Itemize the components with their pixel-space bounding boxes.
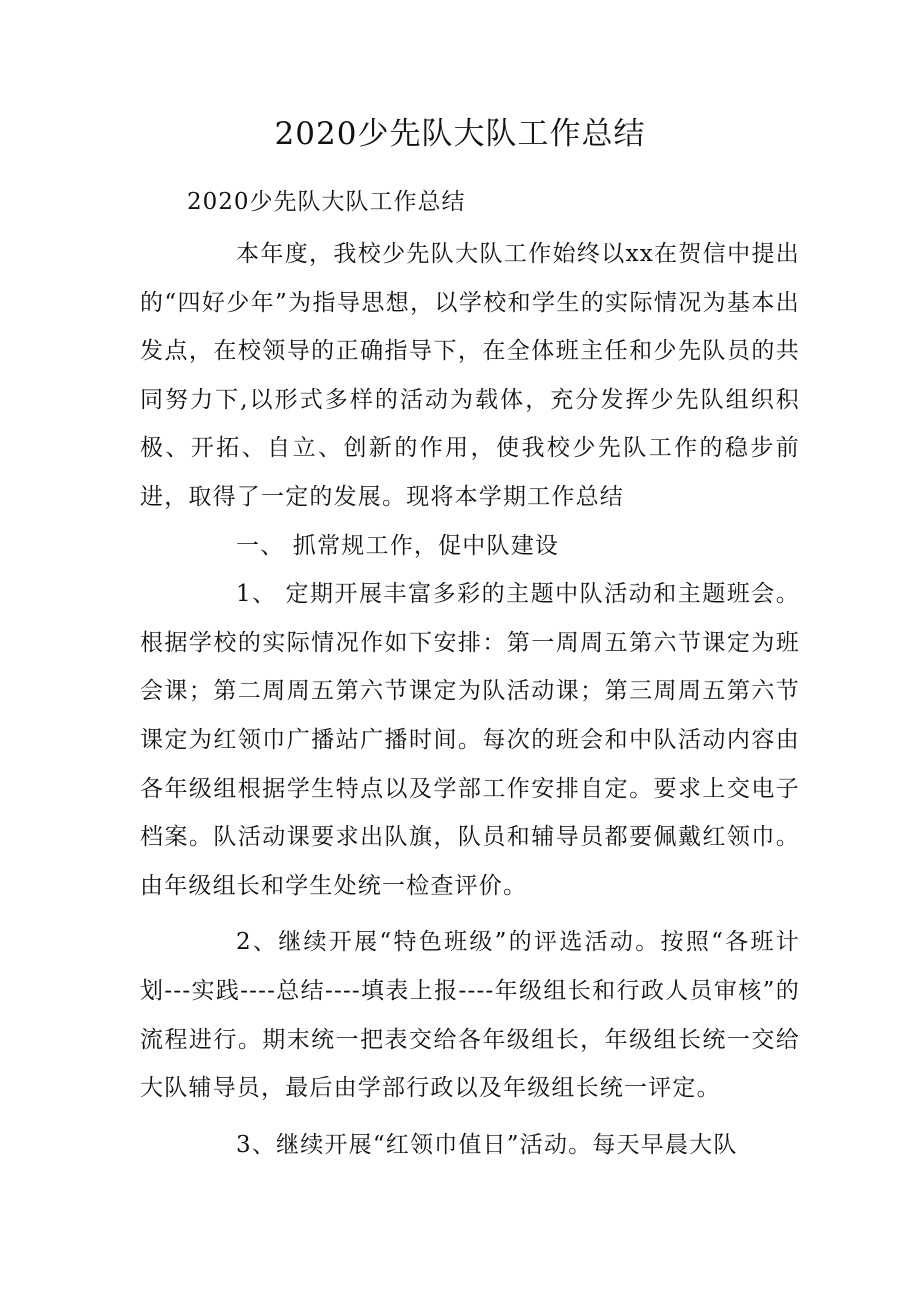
paragraph-item-3: 3、继续开展“红领巾值日”活动。每天早晨大队 [236,1131,738,1158]
document-subtitle: 2020少先队大队工作总结 [187,189,466,215]
section-heading-1: 一、 抓常规工作，促中队建设 [236,532,560,559]
paragraph-intro: 本年度，我校少先队大队工作始终以xx在贺信中提出的“四好少年”为指导思想，以学校和学生的实际情况为基本出发点，在校领导的正确指导下，在全体班主任和少先队员的共同努力下,以形式多样的活动为载体，充分发挥少先队组织积极、开拓、自立、创新的作用，使我校少先队工作的稳步前进，取得了一定的发展。现将本学期工作总结 [140,241,800,510]
paragraph-item-2: 2、继续开展“特色班级”的评选活动。按照“各班计划---实践----总结----填表上报----年级组长和行政人员审核”的流程进行。期末统一把表交给各年级组长，年级组长统一交给大队辅导员，最后由学部行政以及年级组长统一评定。 [140,929,800,1102]
paragraph-item-1: 1、 定期开展丰富多彩的主题中队活动和主题班会。根据学校的实际情况作如下安排：第一周周五第六节课定为班会课；第二周周五第六节课定为队活动课；第三周周五第六节课定为红领巾广播站广播时间。每次的班会和中队活动内容由各年级组根据学生特点以及学部工作安排自定。要求上交电子档案。队活动课要求出队旗，队员和辅导员都要佩戴红领巾。由年级组长和学生处统一检查评价。 [140,581,800,899]
document-title: 2020少先队大队工作总结 [274,116,646,152]
document-body [140,230,800,1169]
